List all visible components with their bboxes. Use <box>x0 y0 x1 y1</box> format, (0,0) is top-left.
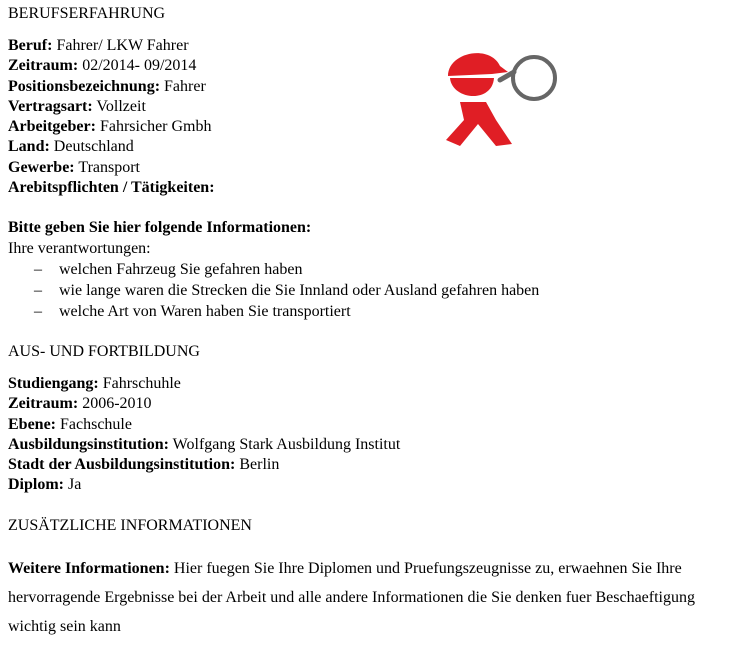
education-title: AUS- UND FORTBILDUNG <box>8 342 200 360</box>
field-value: 02/2014- 09/2014 <box>78 57 197 75</box>
field-label: Ausbildungsinstitution: <box>8 435 169 453</box>
driver-search-icon <box>438 40 558 150</box>
field-label: Ebene: <box>8 415 56 433</box>
responsibilities-list <box>8 259 730 322</box>
additional-text: Hier fuegen Sie Ihre Diplomen und Pruefungszeugnisse zu, erwaehnen Sie Ihre hervorragende Ergebnisse bei der Arbeit und alle andere Informationen die Sie denken fuer Beschaeftigung wichtig sein kann <box>8 559 695 635</box>
field-zeitraum <box>8 56 730 76</box>
bullet-dash: – <box>34 281 42 299</box>
info-heading-text: Bitte geben Sie hier folgende Informationen: <box>8 219 312 237</box>
responsibilities-label: Ihre verantwortungen: <box>8 239 151 257</box>
list-item-text: wie lange waren die Strecken die Sie Innland oder Ausland gefahren haben <box>59 281 540 299</box>
bullet-dash: – <box>34 260 42 278</box>
field-position <box>8 77 730 97</box>
field-value: Fachschule <box>56 415 132 433</box>
field-value: Vollzeit <box>92 97 146 115</box>
list-item <box>8 301 730 322</box>
field-label: Zeitraum: <box>8 57 79 75</box>
field-institution <box>8 435 730 455</box>
field-value: 2006-2010 <box>78 395 152 413</box>
bullet-dash: – <box>34 302 42 320</box>
list-item-text: welche Art von Waren haben Sie transportiert <box>59 302 351 320</box>
field-value: Fahrer/ LKW Fahrer <box>52 37 189 54</box>
field-label: Positionsbezeichnung: <box>8 77 161 95</box>
body <box>446 102 512 146</box>
list-item <box>8 280 730 301</box>
field-value: Fahrschuhle <box>98 374 181 392</box>
field-stadt <box>8 455 730 475</box>
cap <box>448 53 508 76</box>
field-value: Deutschland <box>49 138 134 156</box>
education-fields <box>8 374 730 496</box>
additional-label: Weitere Informationen: <box>8 559 170 577</box>
field-value: Wolfgang Stark Ausbildung Institut <box>168 435 401 453</box>
field-pflichten <box>8 178 730 198</box>
field-label: Beruf: <box>8 37 53 54</box>
field-label: Gewerbe: <box>8 158 75 176</box>
field-value: Ja <box>64 476 82 494</box>
info-heading <box>8 218 730 238</box>
head <box>450 78 494 96</box>
lens-ring <box>513 57 555 99</box>
field-value: Fahrer <box>160 77 206 95</box>
field-label: Diplom: <box>8 476 64 494</box>
field-ebene <box>8 415 730 435</box>
list-item-text: welchen Fahrzeug Sie gefahren haben <box>59 260 303 278</box>
field-zeitraum <box>8 394 730 414</box>
field-beruf <box>8 36 730 56</box>
resume-document <box>8 4 730 641</box>
additional-info-paragraph <box>8 554 730 641</box>
field-label: Zeitraum: <box>8 395 79 413</box>
field-label: Studiengang: <box>8 374 99 392</box>
field-value: Transport <box>74 158 140 176</box>
field-land <box>8 137 730 157</box>
additional-title: ZUSÄTZLICHE INFORMATIONEN <box>8 516 252 534</box>
field-label: Stadt der Ausbildungsinstitution: <box>8 456 236 474</box>
field-value: Berlin <box>235 456 280 474</box>
experience-fields <box>8 36 730 198</box>
field-label: Arbeitgeber: <box>8 118 96 136</box>
field-label: Land: <box>8 138 50 156</box>
field-vertragsart <box>8 97 730 117</box>
field-arbeitgeber <box>8 117 730 137</box>
field-diplom <box>8 475 730 495</box>
field-label: Vertragsart: <box>8 97 93 115</box>
field-label: Arebitspflichten / Tätigkeiten: <box>8 179 215 197</box>
experience-title: BERUFSERFAHRUNG <box>8 5 166 22</box>
field-studiengang <box>8 374 730 394</box>
field-value: Fahrsicher Gmbh <box>95 118 212 136</box>
list-item <box>8 259 730 280</box>
field-gewerbe <box>8 158 730 178</box>
